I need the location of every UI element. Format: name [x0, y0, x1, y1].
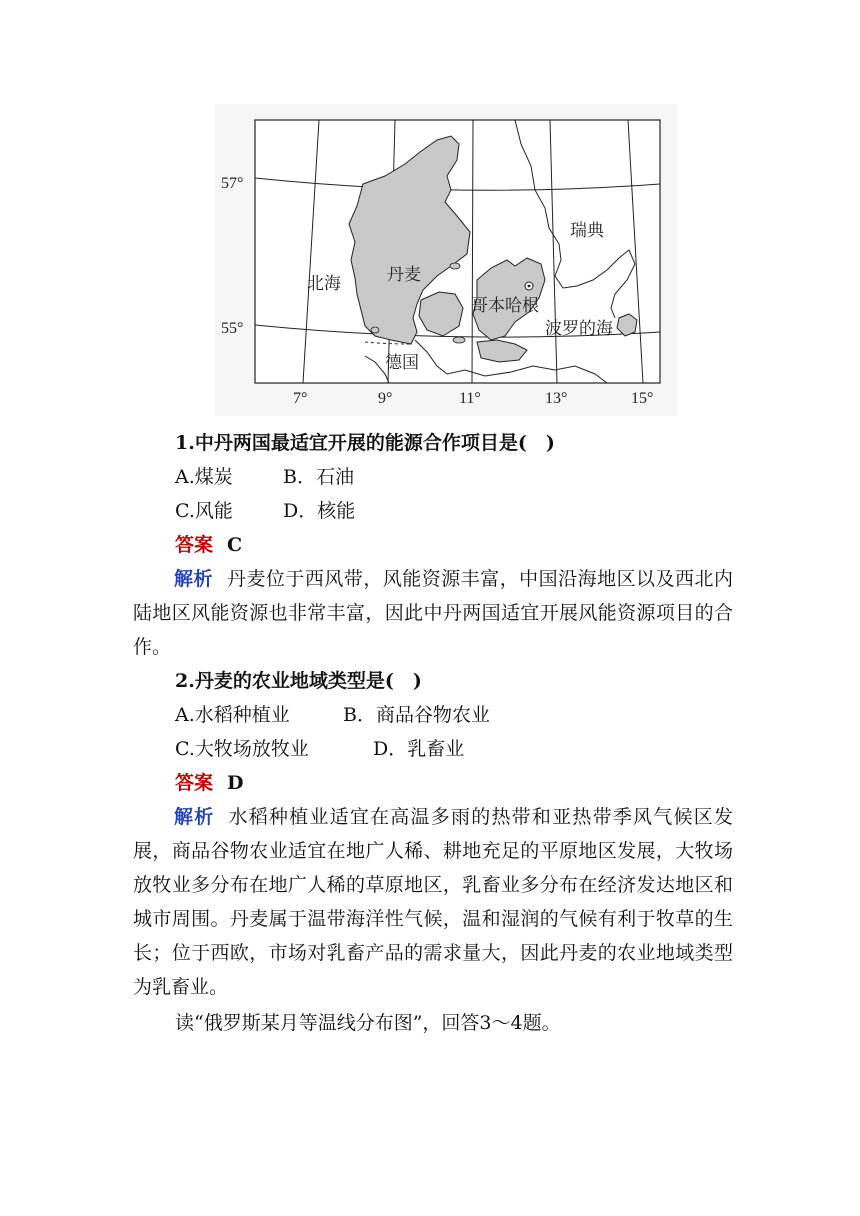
- q1-explain-tag: 解析: [174, 568, 213, 590]
- lon-label-9: 9°: [378, 390, 393, 407]
- north-sea-label: 北海: [307, 274, 341, 294]
- q2-explanation: [133, 800, 733, 1004]
- copenhagen-label: 哥本哈根: [471, 296, 539, 316]
- q1-answer-value: C: [227, 534, 243, 556]
- q2-answer-tag: 答案: [175, 772, 214, 794]
- copenhagen-dot: [528, 285, 531, 288]
- lat-label-55: 55°: [221, 320, 244, 337]
- denmark-map-figure: [215, 104, 677, 416]
- small-island: [450, 263, 460, 269]
- q1-option-b: B．石油: [283, 466, 354, 488]
- q1-answer-line: [175, 528, 242, 562]
- lon-label-15: 15°: [631, 390, 654, 407]
- q2-explain-text: 水稻种植业适宜在高温多雨的热带和亚热带季风气候区发展，商品谷物农业适宜在地广人稀、耕地充足的平原地区发展，大牧场放牧业多分布在地广人稀的草原地区，乳畜业多分布在经济发达地区和城市周围。丹麦属于温带海洋性气候，温和湿润的气候有利于牧草的生长；位于西欧，市场对乳畜产品的需求量大，因此丹麦的农业地域类型为乳畜业。: [133, 806, 733, 998]
- q2-option-c: C.大牧场放牧业: [175, 738, 309, 760]
- question-1-options-row-1: [175, 460, 354, 494]
- question-2-options-row-2: [175, 732, 464, 766]
- question-1-stem: 1.中丹两国最适宜开展的能源合作项目是( ): [175, 432, 555, 454]
- q2-option-a: A.水稻种植业: [175, 704, 290, 726]
- q1-option-c: C.风能: [175, 500, 233, 522]
- q1-answer-tag: 答案: [175, 534, 214, 556]
- question-1-options-row-2: [175, 494, 355, 528]
- q1-option-d: D．核能: [283, 500, 356, 522]
- q1-option-a: A.煤炭: [175, 466, 233, 488]
- question-2-options-row-1: [175, 698, 490, 732]
- small-island: [371, 327, 379, 333]
- q1-explain-text: 丹麦位于西风带，风能资源丰富，中国沿海地区以及西北内陆地区风能资源也非常丰富，因此中丹两国适宜开展风能资源项目的合作。: [133, 568, 733, 658]
- next-questions-lead-in: 读“俄罗斯某月等温线分布图”，回答3～4题。: [175, 1012, 561, 1034]
- small-island: [453, 337, 465, 343]
- lon-label-7: 7°: [293, 390, 308, 407]
- q2-option-b: B．商品谷物农业: [343, 704, 490, 726]
- q2-answer-line: [175, 766, 244, 800]
- germany-label: 德国: [385, 353, 419, 373]
- denmark-label: 丹麦: [387, 265, 421, 285]
- sweden-label: 瑞典: [570, 221, 604, 241]
- q2-option-d: D．乳畜业: [373, 738, 465, 760]
- lon-label-13: 13°: [545, 390, 568, 407]
- q2-answer-value: D: [227, 772, 244, 794]
- baltic-sea-label: 波罗的海: [545, 319, 613, 339]
- q1-explanation: [133, 562, 733, 664]
- denmark-map: [215, 104, 677, 416]
- question-2-stem: 2.丹麦的农业地域类型是( ): [175, 670, 422, 692]
- q2-explain-tag: 解析: [174, 806, 215, 828]
- lon-label-11: 11°: [459, 390, 481, 407]
- lat-label-57: 57°: [221, 175, 244, 192]
